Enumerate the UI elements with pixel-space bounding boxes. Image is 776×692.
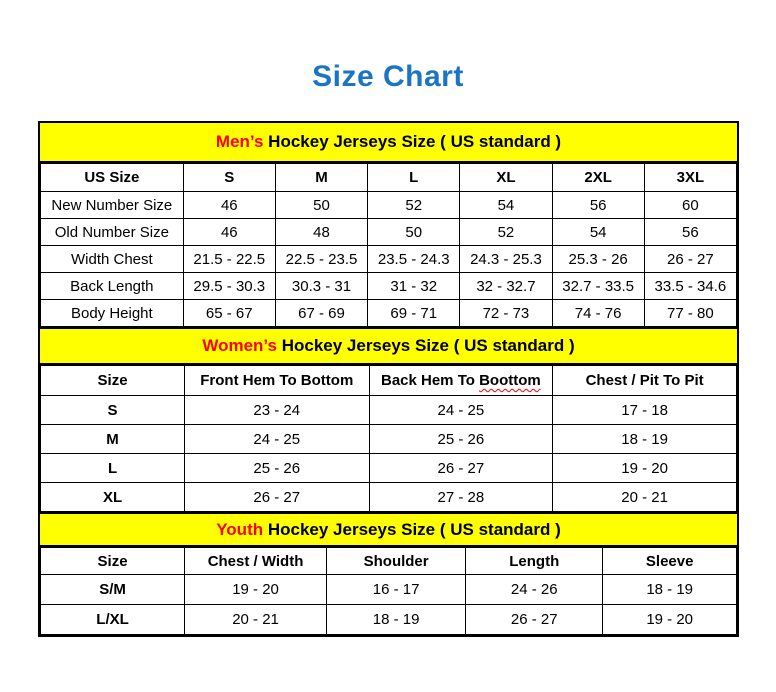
row-label: XL — [41, 483, 185, 512]
column-header: Chest / Pit To Pit — [553, 366, 737, 396]
size-chart-tables — [38, 121, 739, 637]
mens-section-title: Hockey Jerseys Size ( US standard ) — [263, 132, 562, 151]
size-cell: 18 - 19 — [553, 425, 737, 454]
table-row — [41, 300, 737, 327]
size-cell: 67 - 69 — [275, 300, 367, 327]
size-cell: 16 - 17 — [327, 575, 466, 605]
row-label: L/XL — [41, 605, 185, 635]
size-cell: 65 - 67 — [183, 300, 275, 327]
table-row — [41, 454, 737, 483]
column-header: 3XL — [644, 164, 736, 192]
size-cell: 25 - 26 — [369, 425, 553, 454]
row-label: Width Chest — [41, 246, 184, 273]
table-row — [41, 192, 737, 219]
womens-section-header — [40, 327, 737, 365]
table-row — [41, 605, 737, 635]
size-cell: 26 - 27 — [185, 483, 369, 512]
size-cell: 48 — [275, 219, 367, 246]
size-cell: 52 — [460, 219, 552, 246]
row-label: M — [41, 425, 185, 454]
size-cell: 22.5 - 23.5 — [275, 246, 367, 273]
size-cell: 31 - 32 — [368, 273, 460, 300]
row-label: S/M — [41, 575, 185, 605]
column-header — [369, 366, 553, 396]
womens-header-row — [41, 366, 737, 396]
size-cell: 52 — [368, 192, 460, 219]
size-cell: 19 - 20 — [603, 605, 737, 635]
size-cell: 33.5 - 34.6 — [644, 273, 736, 300]
size-cell: 54 — [552, 219, 644, 246]
size-cell: 19 - 20 — [553, 454, 737, 483]
size-cell: 27 - 28 — [369, 483, 553, 512]
table-row — [41, 246, 737, 273]
size-cell: 24.3 - 25.3 — [460, 246, 552, 273]
size-cell: 18 - 19 — [603, 575, 737, 605]
column-header: Size — [41, 366, 185, 396]
mens-section-header — [40, 123, 737, 163]
size-cell: 60 — [644, 192, 736, 219]
column-header: Chest / Width — [185, 548, 327, 575]
size-cell: 32 - 32.7 — [460, 273, 552, 300]
size-cell: 17 - 18 — [553, 396, 737, 425]
column-header: M — [275, 164, 367, 192]
row-label: Back Length — [41, 273, 184, 300]
row-label: L — [41, 454, 185, 483]
size-cell: 56 — [552, 192, 644, 219]
size-cell: 21.5 - 22.5 — [183, 246, 275, 273]
mens-section-accent: Men’s — [215, 132, 264, 151]
column-header: 2XL — [552, 164, 644, 192]
column-header: L — [368, 164, 460, 192]
size-cell: 26 - 27 — [466, 605, 603, 635]
size-cell: 50 — [275, 192, 367, 219]
size-cell: 32.7 - 33.5 — [552, 273, 644, 300]
size-cell: 46 — [183, 192, 275, 219]
column-header: Shoulder — [327, 548, 466, 575]
row-label: Body Height — [41, 300, 184, 327]
row-label: New Number Size — [41, 192, 184, 219]
size-cell: 26 - 27 — [644, 246, 736, 273]
size-cell: 69 - 71 — [368, 300, 460, 327]
table-row — [41, 425, 737, 454]
row-label: Old Number Size — [41, 219, 184, 246]
size-cell: 25.3 - 26 — [552, 246, 644, 273]
column-header: Length — [466, 548, 603, 575]
size-cell: 46 — [183, 219, 275, 246]
size-cell: 50 — [368, 219, 460, 246]
size-cell: 29.5 - 30.3 — [183, 273, 275, 300]
youth-header-row — [41, 548, 737, 575]
size-cell: 30.3 - 31 — [275, 273, 367, 300]
column-header: S — [183, 164, 275, 192]
size-cell: 18 - 19 — [327, 605, 466, 635]
size-cell: 72 - 73 — [460, 300, 552, 327]
womens-size-table — [40, 365, 737, 512]
column-header: US Size — [41, 164, 184, 192]
row-label: S — [41, 396, 185, 425]
youth-section-header — [40, 512, 737, 547]
size-cell: 23 - 24 — [185, 396, 369, 425]
size-cell: 20 - 21 — [553, 483, 737, 512]
size-cell: 54 — [460, 192, 552, 219]
table-row — [41, 273, 737, 300]
misspelled-word: Boottom — [479, 372, 541, 389]
size-cell: 74 - 76 — [552, 300, 644, 327]
size-cell: 56 — [644, 219, 736, 246]
size-cell: 24 - 25 — [185, 425, 369, 454]
youth-section-accent: Youth — [216, 520, 264, 539]
column-header: Front Hem To Bottom — [185, 366, 369, 396]
column-header: Sleeve — [603, 548, 737, 575]
mens-size-table — [40, 163, 737, 327]
column-header: XL — [460, 164, 552, 192]
size-cell: 19 - 20 — [185, 575, 327, 605]
size-cell: 77 - 80 — [644, 300, 736, 327]
table-row — [41, 483, 737, 512]
size-cell: 25 - 26 — [185, 454, 369, 483]
table-row — [41, 396, 737, 425]
size-cell: 26 - 27 — [369, 454, 553, 483]
size-cell: 20 - 21 — [185, 605, 327, 635]
table-row — [41, 575, 737, 605]
size-cell: 23.5 - 24.3 — [368, 246, 460, 273]
column-header: Size — [41, 548, 185, 575]
page-title: Size Chart — [312, 60, 464, 93]
mens-header-row — [41, 164, 737, 192]
youth-size-table — [40, 547, 737, 635]
youth-section-title: Hockey Jerseys Size ( US standard ) — [263, 520, 561, 539]
size-cell: 24 - 26 — [466, 575, 603, 605]
womens-section-accent: Women’s — [202, 336, 277, 355]
column-header-text: Back Hem To — [380, 372, 480, 389]
size-cell: 24 - 25 — [369, 396, 553, 425]
table-row — [41, 219, 737, 246]
womens-section-title: Hockey Jerseys Size ( US standard ) — [276, 336, 575, 355]
